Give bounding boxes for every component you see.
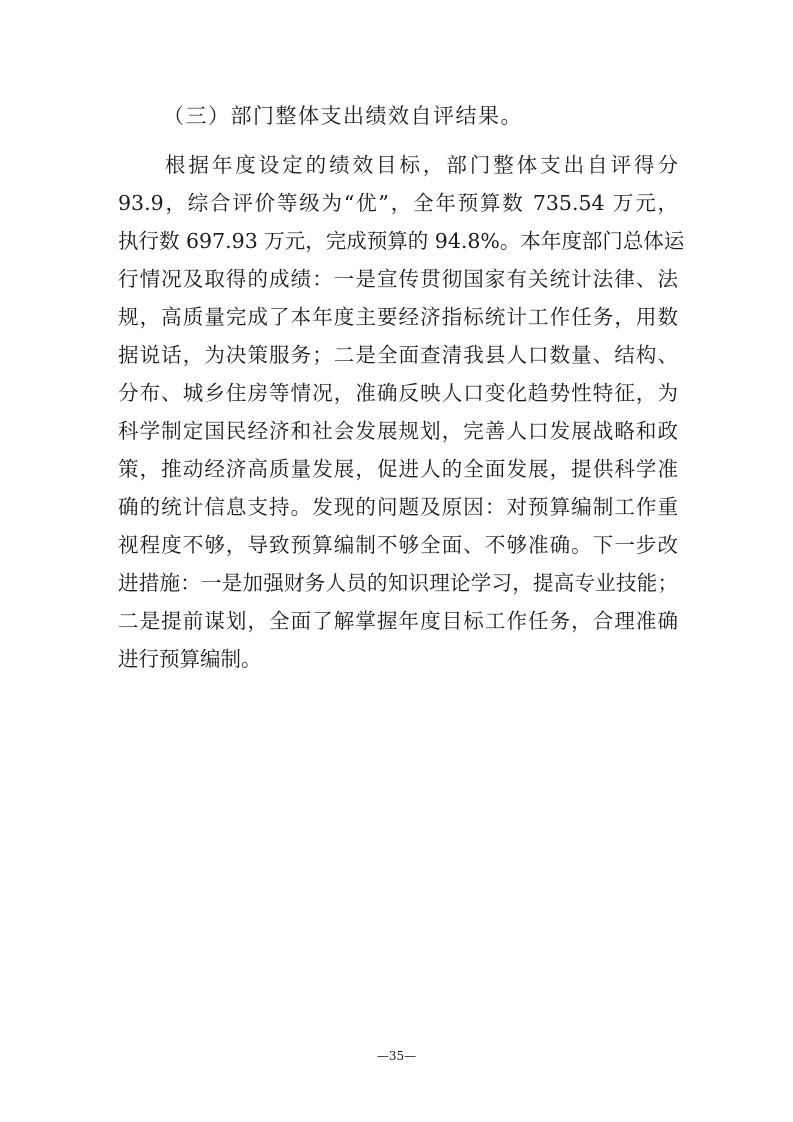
body-paragraph — [118, 146, 685, 678]
paragraph-line: 根据年度设定的绩效目标，部门整体支出自评得分 — [118, 153, 678, 177]
paragraph-line: 93.9，综合评价等级为“优”，全年预算数 735.54 万元， — [118, 191, 678, 215]
paragraph-line: 据说话，为决策服务；二是全面查清我县人口数量、结构、 — [118, 343, 678, 367]
paragraph-line: 二是提前谋划，全面了解掌握年度目标工作任务，合理准确 — [118, 609, 678, 633]
paragraph-line: 执行数 697.93 万元，完成预算的 94.8%。本年度部门总体运 — [118, 229, 685, 253]
paragraph-line: 进措施：一是加强财务人员的知识理论学习，提高专业技能； — [118, 571, 678, 595]
paragraph-line: 策，推动经济高质量发展，促进人的全面发展，提供科学准 — [118, 457, 678, 481]
paragraph-line: 确的统计信息支持。发现的问题及原因：对预算编制工作重 — [118, 495, 678, 519]
page-number: —35— — [376, 1049, 417, 1063]
section-heading: （三）部门整体支出绩效自评结果。 — [163, 104, 523, 128]
paragraph-line: 视程度不够，导致预算编制不够全面、不够准确。下一步改 — [118, 533, 678, 557]
paragraph-line: 规，高质量完成了本年度主要经济指标统计工作任务，用数 — [118, 305, 678, 329]
paragraph-line: 行情况及取得的成绩：一是宣传贯彻国家有关统计法律、法 — [118, 267, 678, 291]
paragraph-line-last: 进行预算编制。 — [118, 647, 262, 671]
paragraph-line: 分布、城乡住房等情况，准确反映人口变化趋势性特征，为 — [118, 381, 678, 405]
paragraph-line: 科学制定国民经济和社会发展规划，完善人口发展战略和政 — [118, 419, 678, 443]
